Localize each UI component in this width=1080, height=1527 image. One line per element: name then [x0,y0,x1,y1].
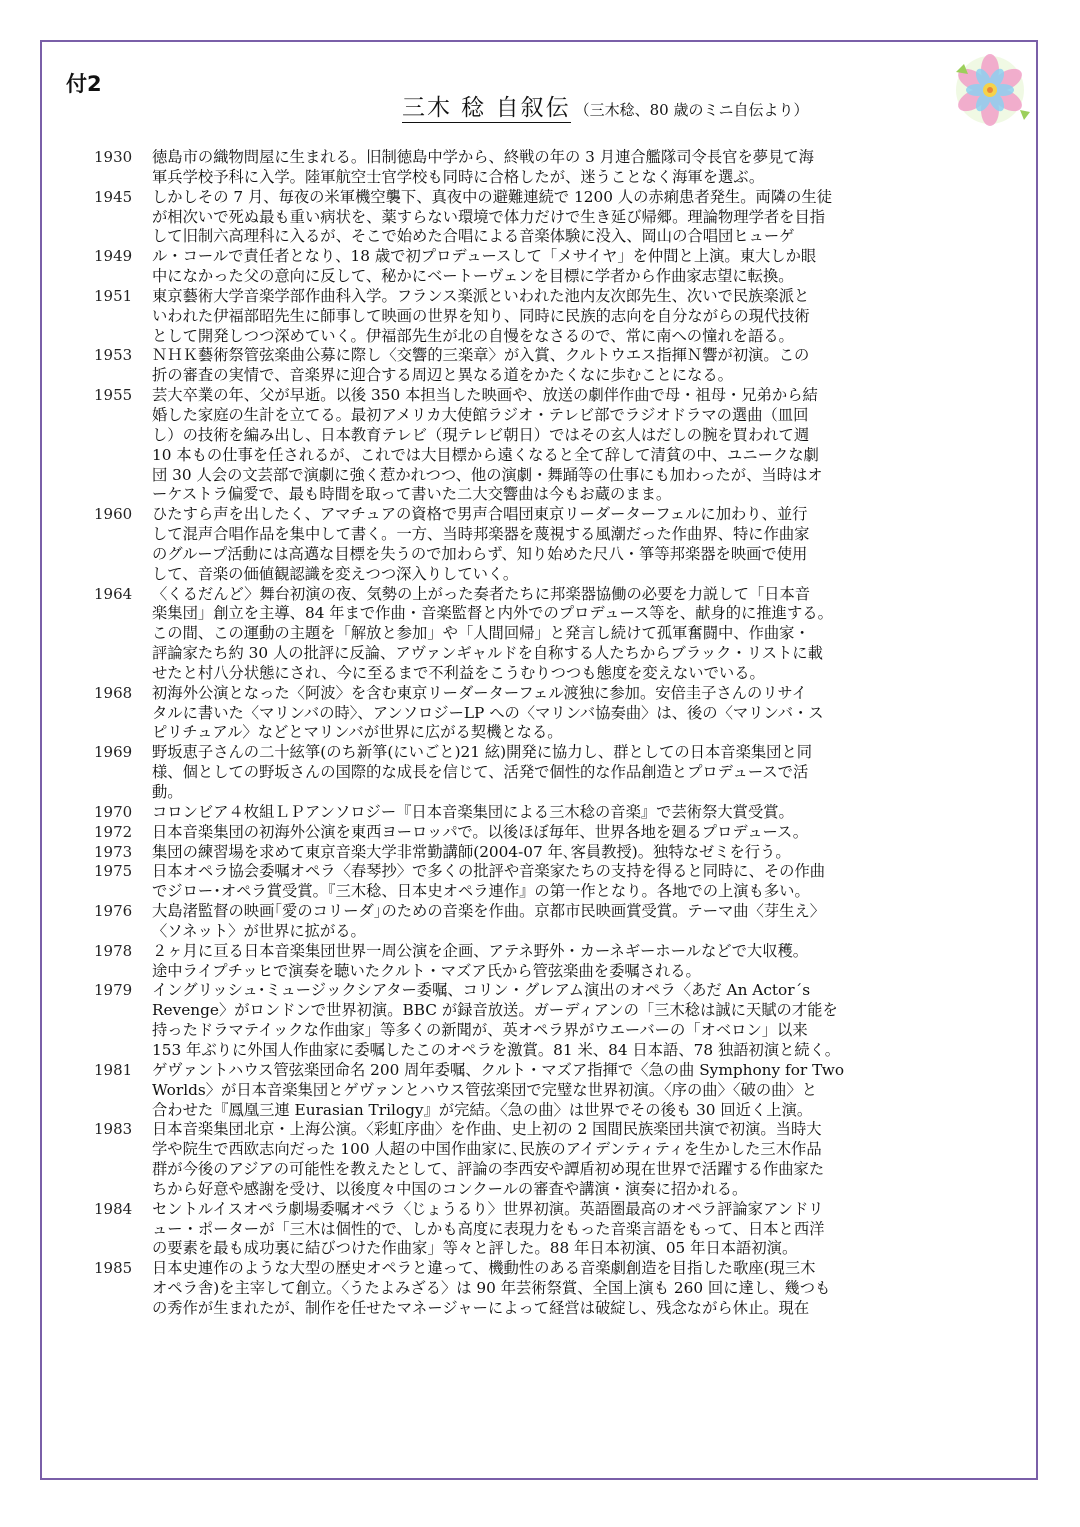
entry-line: して、音楽の価値観認識を変えつつ深入りしていく。 [152,564,519,583]
entry-line: ２ヶ月に亘る日本音楽集団世界一周公演を企画、アテネ野外・カーネギーホールなどで大収穫。 [152,941,809,960]
timeline-entry [94,1061,994,1121]
entry-year: 1960 [94,505,133,524]
document-subtitle: （三木稔、80 歳のミニ自伝より） [574,101,809,119]
timeline-entry [94,843,994,863]
entry-line: タルに書いた〈マリンバの時〉、アンソロジーLP への〈マリンバ協奏曲〉は、後の〈マリンバ・ス [152,703,824,722]
entry-line: 東京藝術大学音楽学部作曲科入学。フランス楽派といわれた池内友次郎先生、次いで民族楽派と [152,286,810,305]
entry-line: して混声合唱作品を集中して書く。一方、当時邦楽器を蔑視する風潮だった作曲界、特に作曲家 [152,525,810,544]
flower-decoration-icon [944,44,1032,132]
entry-line: Worlds〉が日本音楽集団とゲヴァンとハウス管弦楽団で完璧な世界初演。〈序の曲〉〈破の曲〉と [152,1080,818,1099]
entry-line: 中になかった父の意向に反して、秘かにベートーヴェンを目標に学者から作曲家志望に転換。 [152,267,794,286]
timeline-entry [94,902,994,942]
entry-line: イングリッシュ･ミュージックシアター委嘱、コリン・グレアム演出のオペラ〈あだ An Actor´s [152,981,811,1000]
entry-line: Revenge〉がロンドンで世界初演。BBC が録音放送。ガーディアンの「三木稔は誠に天賦の才能を [152,1001,838,1020]
entry-line: 大島渚監督の映画｢愛のコリーダ｣のための音楽を作曲。京都市民映画賞受賞。テーマ曲〈芽生え〉 [152,902,826,921]
entry-line: ュー・ポーターが「三木は個性的で、しかも高度に表現力をもった音楽言語をもって、日本と西洋 [152,1219,825,1238]
entry-text [152,1061,982,1121]
entry-line: 153 年ぶりに外国人作曲家に委嘱したこのオペラを激賞。81 米、84 日本語、78 独語初演と続く。 [152,1040,841,1059]
entry-line: ひたすら声を出したく、アマチュアの資格で男声合唱団東京リーダーターフェルに加わり、並行 [152,505,808,524]
entry-line: の秀作が生まれたが、制作を任せたマネージャーによって経営は破綻し、残念ながら休止。現在 [152,1298,810,1317]
entry-text [152,386,982,505]
entry-line: し）の技術を編み出し、日本教育テレビ（現テレビ朝日）ではその玄人はだしの腕を買われて週 [152,425,810,444]
entry-line: 集団の練習場を求めて東京音楽大学非常勤講師(2004-07 年､客員教授)。独特なゼミを行う。 [152,842,791,861]
entry-line: 途中ライプチッヒで演奏を聴いたクルト・マズア氏から管弦楽曲を委嘱される。 [152,961,701,980]
entry-line: オペラ舎)を主宰して創立。〈うたよみざる〉は 90 年芸術祭賞、全国上演も 260 回に達し、幾つも [152,1279,831,1298]
entry-year: 1945 [94,187,133,206]
timeline-entry [94,346,994,386]
entry-year: 1972 [94,822,133,841]
entry-line: コロンビア４枚組ＬＰアンソロジー『日本音楽集団による三木稔の音楽』で芸術祭大賞受賞。 [152,802,794,821]
entry-line: 持ったドラマテイックな作曲家」等多くの新聞が、英オペラ界がウエーバーの「オベロン」以来 [152,1021,808,1040]
entry-year: 1985 [94,1259,133,1278]
entry-line: 〈くるだんど〉舞台初演の夜、気勢の上がった奏者たちに邦楽器協働の必要を力説して「日本音 [152,584,811,603]
entry-line: 合わせた『鳳凰三連 Eurasian Trilogy』が完結。〈急の曲〉は世界でその後も 30 回近く上演。 [152,1100,813,1119]
entry-text [152,188,982,248]
entry-year: 1973 [94,842,133,861]
timeline-entry [94,585,994,684]
entry-text [152,862,982,902]
timeline-entry [94,942,994,982]
timeline-entry [94,981,994,1060]
timeline-entry [94,287,994,347]
entry-text [152,1200,982,1260]
entry-line: 動。 [152,783,183,801]
entry-line: 評論家たち約 30 人の批評に反論、アヴァンギャルドを自称する人たちからブラック・リストに載 [152,644,823,663]
entry-line: ピリチュアル〉などとマリンバが世界に広がる契機となる。 [152,723,563,742]
entry-text [152,287,982,347]
entry-line: ゲヴァントハウス管弦楽団命名 200 周年委嘱、クルト・マズア指揮で〈急の曲 Symphony for Two [152,1060,845,1079]
entry-line: 野坂恵子さんの二十絃箏(のち新箏(にいごと)21 絃)開発に協力し、群としての日本音楽集団と同 [152,743,813,762]
entry-year: 1964 [94,584,133,603]
entry-line: 10 本もの仕事を任されるが、これでは大目標から遠くなると全て辞して清貧の中、ユニークな劇 [152,445,819,464]
entry-text [152,743,982,803]
entry-text [152,823,982,843]
entry-line: せたと村八分状態にされ、今に至るまで不利益をこうむりつつも態度を変えないでいる。 [152,663,765,682]
entry-line: 日本音楽集団の初海外公演を東西ヨーロッパで。以後ほぼ毎年、世界各地を廻るプロデュース。 [152,822,809,841]
timeline-entry [94,247,994,287]
entry-line: 日本音楽集団北京・上海公演。〈彩虹序曲〉を作曲、史上初の 2 国間民族楽団共演で初演。当時大 [152,1120,822,1139]
entry-line: ル・コールで責任者となり、18 歳で初プロデュースして「メサイヤ」を仲間と上演。東大しか眼 [152,247,817,266]
entry-line: 軍兵学校予科に入学。陸軍航空士官学校も同時に合格したが、迷うことなく海軍を選ぶ。 [152,167,765,186]
entry-line: ーケストラ偏愛で、最も時間を取って書いた二大交響曲は今もお蔵のまま。 [152,485,672,504]
appendix-label: 付2 [66,72,102,96]
entry-line: 日本史連作のような大型の歴史オペラと違って、機動性のある音楽劇創造を目指した歌座(現三木 [152,1259,816,1278]
document-title: 三木 稔 自叙伝 [402,95,571,121]
entry-year: 1953 [94,346,133,365]
entry-line: しかしその 7 月、毎夜の米軍機空襲下、真夜中の避難連続で 1200 人の赤痢患者発生。両隣の生徒 [152,187,832,206]
entry-year: 1968 [94,683,133,702]
entry-text [152,505,982,584]
entry-line: セントルイスオペラ劇場委嘱オペラ〈じょうるり〉世界初演。英語圏最高のオペラ評論家アンドリ [152,1199,824,1218]
entry-text [152,803,982,823]
timeline-entry [94,862,994,902]
entry-year: 1949 [94,247,133,266]
entry-line: して旧制六高理科に入るが、そこで始めた合唱による音楽体験に没入、岡山の合唱団ヒューゲ [152,227,795,246]
entry-line: 群が今後のアジアの可能性を教えたとして、評論の李西安や譚盾初め現在世界で活躍する作曲家た [152,1160,825,1179]
timeline-entry [94,1120,994,1199]
timeline-entry [94,803,994,823]
entry-text [152,902,982,942]
entry-year: 1978 [94,941,133,960]
timeline-entry [94,1259,994,1319]
entry-year: 1981 [94,1060,133,1079]
entry-text [152,684,982,744]
entry-line: 団 30 人会の文芸部で演劇に強く惹かれつつ、他の演劇・舞踊等の仕事にも加わったが、当時はオ [152,465,823,484]
entry-text [152,148,982,188]
entry-year: 1969 [94,743,133,762]
entry-text [152,1259,982,1319]
entry-line: 学や院生で西欧志向だった 100 人超の中国作曲家に､民族のアイデンティティを生かした三木作品 [152,1140,822,1159]
entry-line: でジロー･オペラ賞受賞。『三木稔、日本史オペラ連作』の第一作となり。各地での上演も多い。 [152,882,810,901]
entry-line: いわれた伊福部昭先生に師事して映画の世界を知り、同時に民族的志向を自分ながらの現代技術 [152,306,810,325]
entry-line: が相次いで死ぬ最も重い病状を、薬すらない環境で体力だけで生き延び帰郷。理論物理学者を目指 [152,207,826,226]
document-heading [402,89,808,122]
entry-text [152,247,982,287]
entry-year: 1975 [94,862,133,881]
entry-year: 1983 [94,1120,133,1139]
entry-line: 徳島市の織物問屋に生まれる。旧制徳島中学から、終戦の年の 3 月連合艦隊司令長官を夢見て海 [152,148,814,166]
entry-line: のグループ活動には高邁な目標を失うので加わらず、知り始めた尺八・箏等邦楽器を映画で使用 [152,544,808,563]
entry-year: 1984 [94,1199,133,1218]
entry-line: 〈ソネット〉が世界に拡がる。 [152,921,366,940]
timeline-entry [94,505,994,584]
timeline-entry [94,823,994,843]
timeline [94,148,994,1319]
entry-line: 初海外公演となった〈阿波〉を含む東京リーダーターフェル渡独に参加。安倍圭子さんのリサイ [152,683,807,702]
entry-text [152,346,982,386]
entry-year: 1951 [94,286,133,305]
entry-year: 1970 [94,802,133,821]
entry-year: 1930 [94,148,133,166]
entry-year: 1976 [94,902,133,921]
entry-text [152,942,982,982]
entry-line: この間、この運動の主題を「解放と参加」や「人間回帰」と発言し続けて孤軍奮闘中、作曲家・ [152,624,810,643]
entry-line: として開発しつつ深めていく。伊福部先生が北の自慢をなさるので、常に南への憧れを語る。 [152,326,794,345]
entry-line: の要素を最も成功裏に結びつけた作曲家」等々と評した。88 年日本初演、05 年日本語初演。 [152,1239,798,1258]
entry-line: ＮＨＫ藝術祭管弦楽曲公募に際し〈交響的三楽章〉が入賞、クルトウエス指揮Ｎ響が初演。この [152,346,810,365]
entry-year: 1955 [94,386,133,405]
entry-line: 婚した家庭の生計を立てる。最初アメリカ大使館ラジオ・テレビ部でラジオドラマの選曲（皿回 [152,405,809,424]
entry-text [152,585,982,684]
timeline-entry [94,1200,994,1260]
entry-line: 折の審査の実情で、音楽界に迎合する周辺と異なる道をかたくなに歩むことになる。 [152,366,733,385]
timeline-entry [94,684,994,744]
entry-text [152,843,982,863]
entry-year: 1979 [94,981,133,1000]
timeline-entry [94,743,994,803]
entry-line: ちから好意や感謝を受け、以後度々中国のコンクールの審査や講演・演奏に招かれる。 [152,1179,748,1198]
entry-line: 様、個としての野坂さんの国際的な成長を信じて、活発で個性的な作品創造とプロデュースで活 [152,763,809,782]
entry-line: 芸大卒業の年、父が早逝。以後 350 本担当した映画や、放送の劇伴作曲で母・祖母・兄弟から結 [152,386,818,405]
entry-text [152,981,982,1060]
timeline-entry [94,386,994,505]
entry-text [152,1120,982,1199]
timeline-entry [94,148,994,188]
entry-line: 楽集団」創立を主導、84 年まで作曲・音楽監督と内外でのプロデュース等を、献身的に推進する。 [152,604,833,623]
timeline-entry [94,188,994,248]
entry-line: 日本オペラ協会委嘱オペラ〈春琴抄〉で多くの批評や音楽家たちの支持を得ると同時に、その作曲 [152,862,826,881]
